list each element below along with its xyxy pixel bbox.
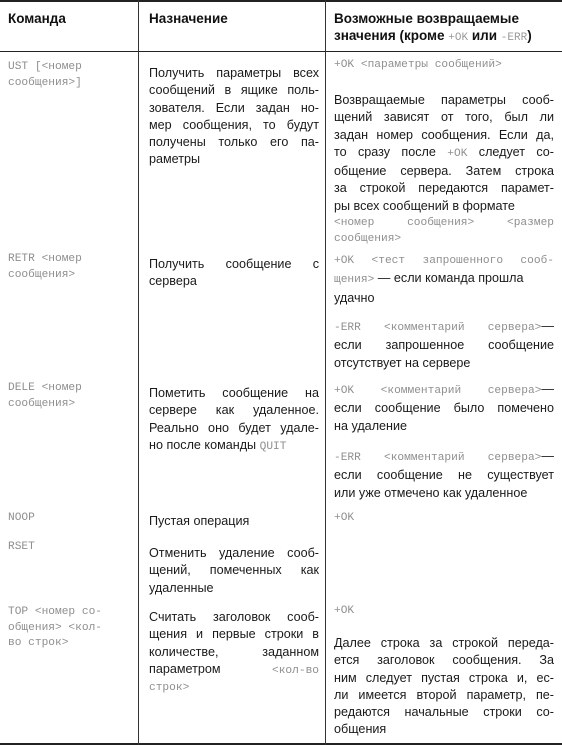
command-cell: DELE <номер сообщения>: [8, 382, 82, 410]
purpose-cell: Получить сообщение с сервера: [149, 257, 319, 289]
table-top-rule: [0, 0, 562, 2]
header-purpose: Назначение: [149, 11, 228, 26]
command-cell: UST [<номер сообщения>]: [8, 61, 82, 89]
return-cell: +OK: [334, 605, 355, 617]
header-return-values: [334, 10, 554, 47]
header-return-line: значения (кроме +OK или -ERR): [334, 28, 532, 44]
column-divider: [325, 0, 326, 745]
header-return-line: Возможные возвращаемые: [334, 11, 519, 26]
err-code: -ERR: [500, 32, 528, 44]
return-description: Далее строка за строкой переда- ется заголовок сообщения. За ним следует пустая строка и, ес- ли имеется второй параметр, пе- редаются начальные строки со- общения: [334, 636, 554, 737]
return-description: Возвращаемые параметры сооб- щений зависят от того, был ли задан номер сообщения. Если да, то сразу после +OK следует со- общение сервера. Затем строка за строкой передаются парамет- ры всех сообщений в формате <номер сообщения> <размер сообщения>: [334, 93, 554, 246]
ok-code: +OK: [448, 32, 469, 44]
header-rule: [0, 51, 562, 52]
return-cell: +OK: [334, 512, 355, 524]
column-divider: [138, 0, 139, 745]
return-cell: -ERR <комментарий сервера>— если запрошенное сообщение отсутствует на сервере: [334, 319, 554, 370]
purpose-cell: Пометить сообщение на сервере как удаленное. Реально оно будет удале- но после команды QUIT: [149, 386, 319, 453]
ok-code: +OK: [447, 147, 468, 160]
purpose-cell: Получить параметры всех сообщений в ящике поль- зователя. Если задан но- мер сообщения, то будут получены только его па- раметры: [149, 66, 319, 167]
purpose-cell: Пустая операция: [149, 514, 250, 528]
return-cell: -ERR <комментарий сервера>— если сообщение не существует или уже отмечено как удаленное: [334, 449, 554, 500]
command-cell: NOOP: [8, 512, 35, 524]
command-cell: TOP <номер со- общения> <кол- во строк>: [8, 606, 102, 650]
purpose-cell: Считать заголовок сооб- щения и первые строки в количестве, заданном параметром <кол-во строк>: [149, 610, 319, 695]
command-cell: RETR <номер сообщения>: [8, 253, 82, 281]
return-cell: +OK <параметры сообщений>: [334, 59, 502, 71]
purpose-cell: Отменить удаление сооб- щений, помеченных как удаленные: [149, 546, 319, 595]
return-cell: +OK <тест запрошенного сооб- щения> — если команда прошла удачно: [334, 255, 554, 305]
return-cell: +OK <комментарий сервера>— если сообщение было помечено на удаление: [334, 382, 554, 433]
command-cell: RSET: [8, 541, 35, 553]
header-command: Команда: [8, 11, 66, 26]
